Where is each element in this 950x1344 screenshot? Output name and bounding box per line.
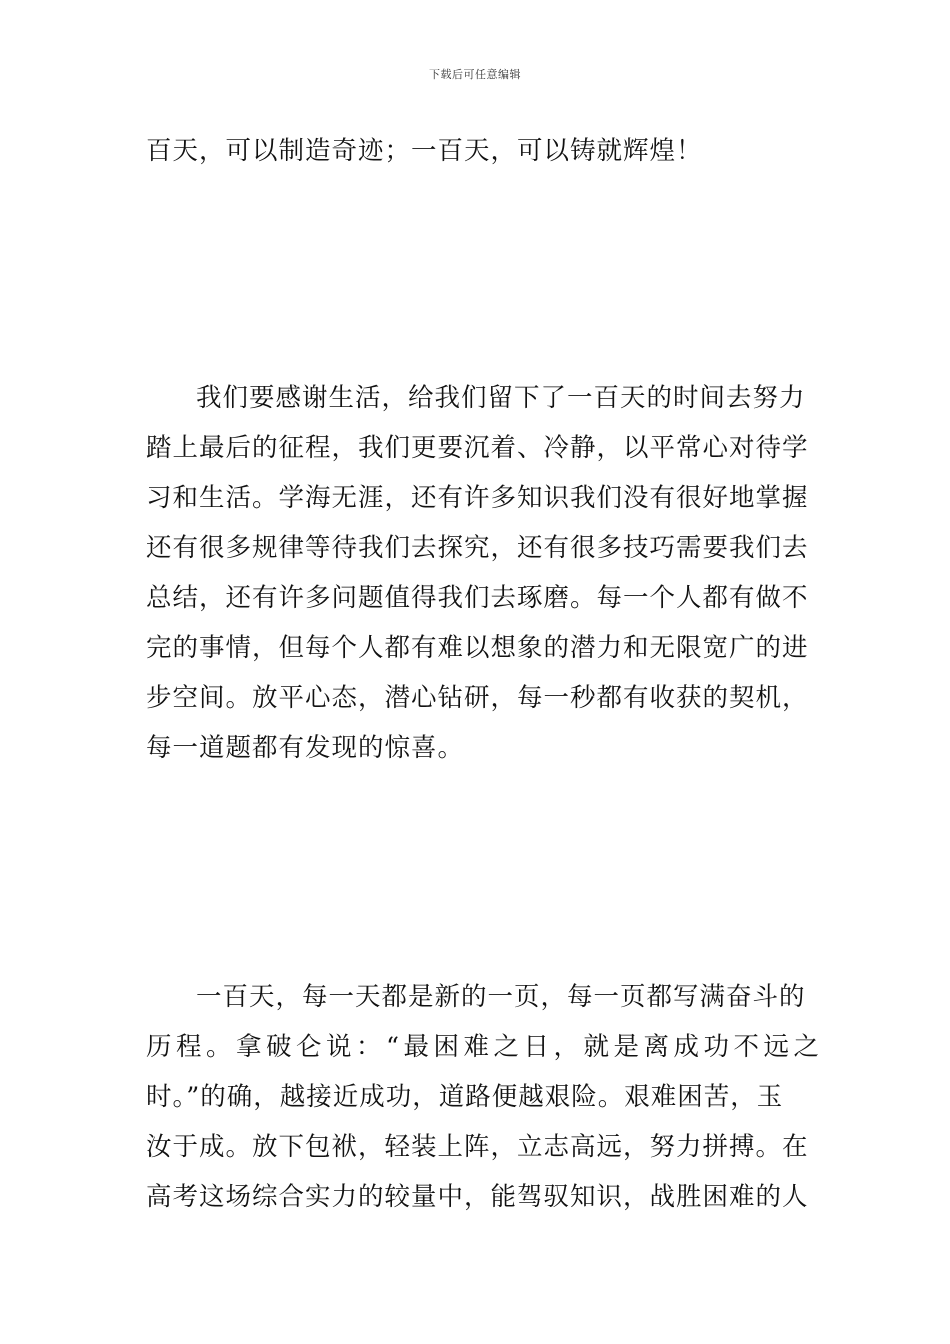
para3-line-3: 时。”的确，越接近成功，道路便越艰险。艰难困苦，玉 [146,1082,784,1112]
para3-line-1: 一百天，每一天都是新的一页，每一页都写满奋斗的 [196,982,806,1012]
para2-line-5: 总结，还有许多问题值得我们去琢磨。每一个人都有做不 [146,583,809,613]
para3-line-2: 历程。拿破仑说：“最困难之日，就是离成功不远之 [146,1032,824,1062]
para2-line-7: 步空间。放平心态，潜心钻研，每一秒都有收获的契机， [146,683,809,713]
header-note: 下载后可任意编辑 [429,68,521,81]
para3-line-5: 高考这场综合实力的较量中，能驾驭知识，战胜困难的人 [146,1182,809,1212]
para3-line-4: 汝于成。放下包袱，轻装上阵，立志高远，努力拼搏。在 [146,1132,809,1162]
para2-line-3: 习和生活。学海无涯，还有许多知识我们没有很好地掌握 [146,483,809,513]
para2-line-8: 每一道题都有发现的惊喜。 [146,733,465,763]
para2-line-2: 踏上最后的征程，我们更要沉着、冷静，以平常心对待学 [146,433,809,463]
para2-line-6: 完的事情，但每个人都有难以想象的潜力和无限宽广的进 [146,633,809,663]
para2-line-1: 我们要感谢生活，给我们留下了一百天的时间去努力 [196,383,806,413]
para1-line-1: 百天，可以制造奇迹；一百天，可以铸就辉煌！ [146,136,703,166]
para2-line-4: 还有很多规律等待我们去探究，还有很多技巧需要我们去 [146,533,809,563]
